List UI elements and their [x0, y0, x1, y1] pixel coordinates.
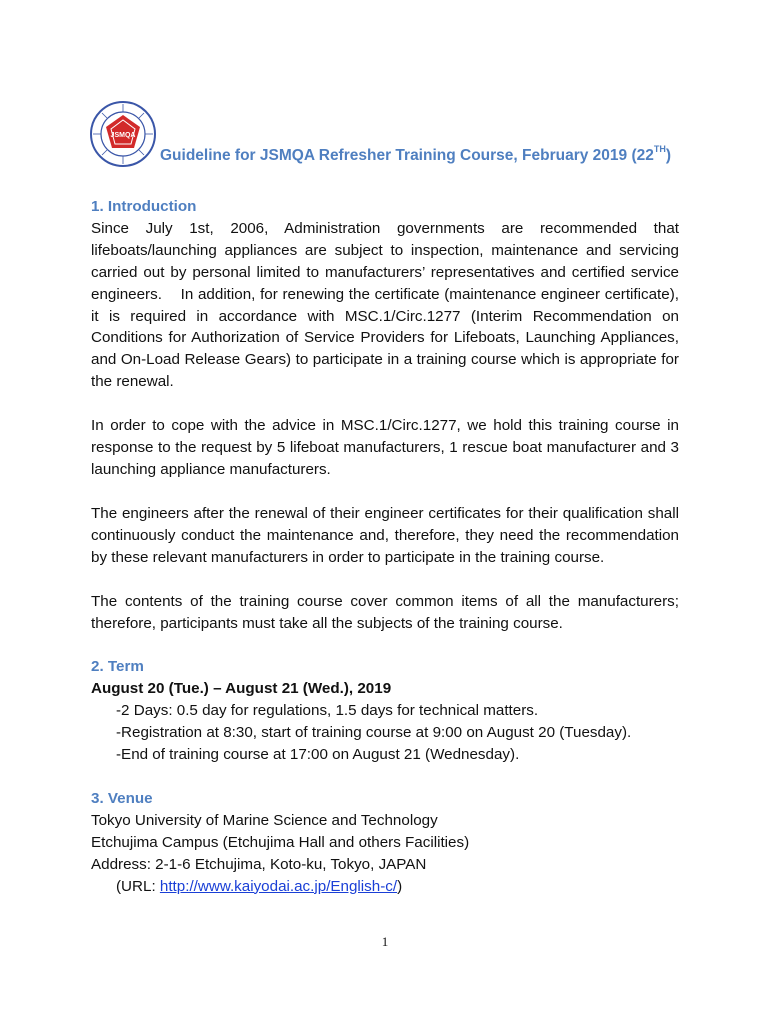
term-item: -End of training course at 17:00 on August 21 (Wednesday).: [116, 746, 520, 764]
venue-university: Tokyo University of Marine Science and Technology: [91, 811, 438, 829]
venue-address: Address: 2-1-6 Etchujima, Koto-ku, Tokyo, JAPAN: [91, 855, 427, 873]
jsmqa-logo: [89, 100, 157, 168]
intro-paragraph-2: In order to cope with the advice in MSC.1/Circ.1277, we hold this training course in response to the request by 5 lifeboat manufacturers, 1 rescue boat manufacturer and 3 launching appliance manufacturers.: [91, 417, 679, 478]
term-item: -Registration at 8:30, start of training course at 9:00 on August 20 (Tuesday).: [116, 724, 632, 742]
section-heading-venue: 3. Venue: [91, 789, 153, 807]
section-heading-term: 2. Term: [91, 658, 144, 676]
document-title: Guideline for JSMQA Refresher Training Course, February 2019 (22TH): [160, 144, 672, 165]
intro-paragraph-3: The engineers after the renewal of their engineer certificates for their qualification shall continuously conduct the maintenance and, therefore, they need the recommendation by these relevant manufacturers in order to participate in the training course.: [91, 504, 679, 566]
logo-text: JSMQA: [110, 132, 136, 139]
document-body: [91, 196, 684, 897]
intro-paragraph-1: Since July 1st, 2006, Administration governments are recommended that lifeboats/launching appliances are subject to inspection, maintenance and servicing carried out by personal limited to manufacturers’ representatives and certified service engineers. In addition, for renewing the certificate (maintenance engineer certificate), it is required in accordance with MSC.1/Circ.1277 (Interim Recommendation on Conditions for Authorization of Service Providers for Lifeboats, Launching Appliances, and On-Load Release Gears) to participate in a training course which is appropriate for the renewal.: [91, 219, 684, 391]
page-number: 1: [381, 934, 389, 949]
intro-paragraph-4: The contents of the training course cover common items of all the manufacturers; therefore, participants must take all the subjects of the training course.: [91, 592, 679, 632]
venue-url-line: (URL: http://www.kaiyodai.ac.jp/English-c/): [116, 877, 403, 895]
term-item: -2 Days: 0.5 day for regulations, 1.5 days for technical matters.: [116, 702, 539, 720]
venue-url-link[interactable]: http://www.kaiyodai.ac.jp/English-c/: [159, 877, 398, 895]
venue-campus: Etchujima Campus (Etchujima Hall and others Facilities): [91, 833, 470, 851]
section-heading-introduction: 1. Introduction: [91, 198, 197, 215]
term-dates: August 20 (Tue.) – August 21 (Wed.), 2019: [91, 680, 392, 698]
